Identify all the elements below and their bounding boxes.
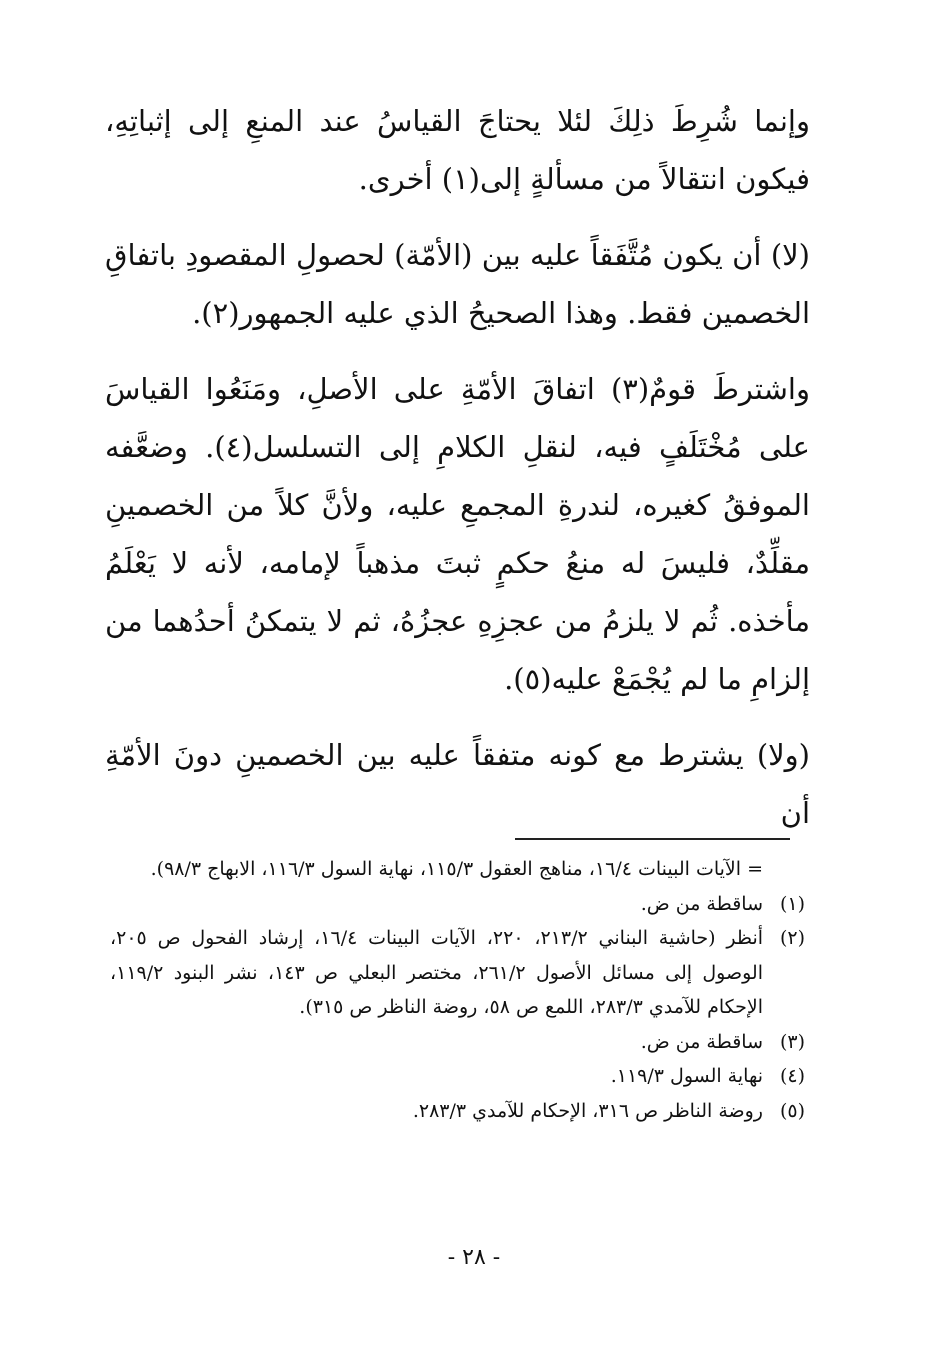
footnote-mark: (٢) [779, 927, 805, 949]
footnote [110, 1025, 805, 1060]
footnote [110, 887, 805, 922]
footnote-mark: (١) [779, 892, 805, 915]
page-number: - ٢٨ - [447, 1245, 501, 1270]
paragraph: واشترطَ قومٌ(٣) اتفاقَ الأمّةِ على الأصلِ، ومَنَعُوا القياسَ على مُخْتَلَفٍ فيه، لنقلِ الكلامِ إلى التسلسل(٤). وضعَّفه الموفقُ كغيره، لندرةِ المجمعِ عليه، ولأنَّ كلاً من الخصمينِ مقلِّدٌ، فليسَ له منعُ حكمٍ ثبتَ مذهباً لإمامه، لأنه لا يَعْلَمُ مأخذه. ثُم لا يلزمُ من عجزِهِ عجزُهُ، ثم لا يتمكنُ أحدُهما من إلزامِ ما لم يُجْمَعْ عليه(٥). [105, 372, 810, 696]
footnote-text: = الآيات البينات ١٦/٤، مناهج العقول ١١٥/٣، نهاية السول ١١٦/٣، الابهاج ٩٨/٣). [150, 858, 763, 880]
footnote [110, 1059, 805, 1094]
footnotes [110, 852, 805, 1128]
main-text [105, 92, 810, 860]
footnote [110, 852, 805, 887]
footnote-mark [763, 852, 805, 887]
footnote-text: ساقطة من ض. [640, 892, 763, 915]
footnote-mark: (٥) [779, 1099, 805, 1122]
footnote-text: روضة الناظر ص ٣١٦، الإحكام للآمدي ٢٨٣/٣. [412, 1099, 763, 1122]
paragraph: وإنما شُرِطَ ذلِكَ لئلا يحتاجَ القياسُ عند المنعِ إلى إثباتِهِ، فيكون انتقالاً من مسألةٍ إلى(١) أخرى. [105, 104, 810, 196]
footnote-separator [515, 838, 790, 840]
footnote-mark: (٣) [779, 1030, 805, 1053]
footnote [110, 921, 805, 1025]
paragraph: (ولا) يشترط مع كونه متفقاً عليه بين الخصمينِ دونَ الأمّةِ أن [105, 738, 810, 830]
footnote-text: أنظر (حاشية البناني ٢١٣/٢، ٢٢٠، الآيات البينات ١٦/٤، إرشاد الفحول ص ٢٠٥، الوصول إلى مسائل الأصول ٢٦١/٢، مختصر البعلي ص ١٤٣، نشر البنود ١١٩/٢، الإحكام للآمدي ٢٨٣/٣، اللمع ص ٥٨، روضة الناظر ص ٣١٥). [110, 927, 764, 1018]
footnote-text: نهاية السول ١١٩/٣. [610, 1065, 763, 1087]
footnote [110, 1094, 805, 1129]
footnote-mark: (٤) [779, 1065, 805, 1087]
footnote-text: ساقطة من ض. [640, 1030, 763, 1053]
paragraph: (لا) أن يكون مُتَّفَقاً عليه بين (الأمّة) لحصولِ المقصودِ باتفاقِ الخصمين فقط. وهذا الصحيحُ الذي عليه الجمهور(٢). [105, 238, 810, 330]
